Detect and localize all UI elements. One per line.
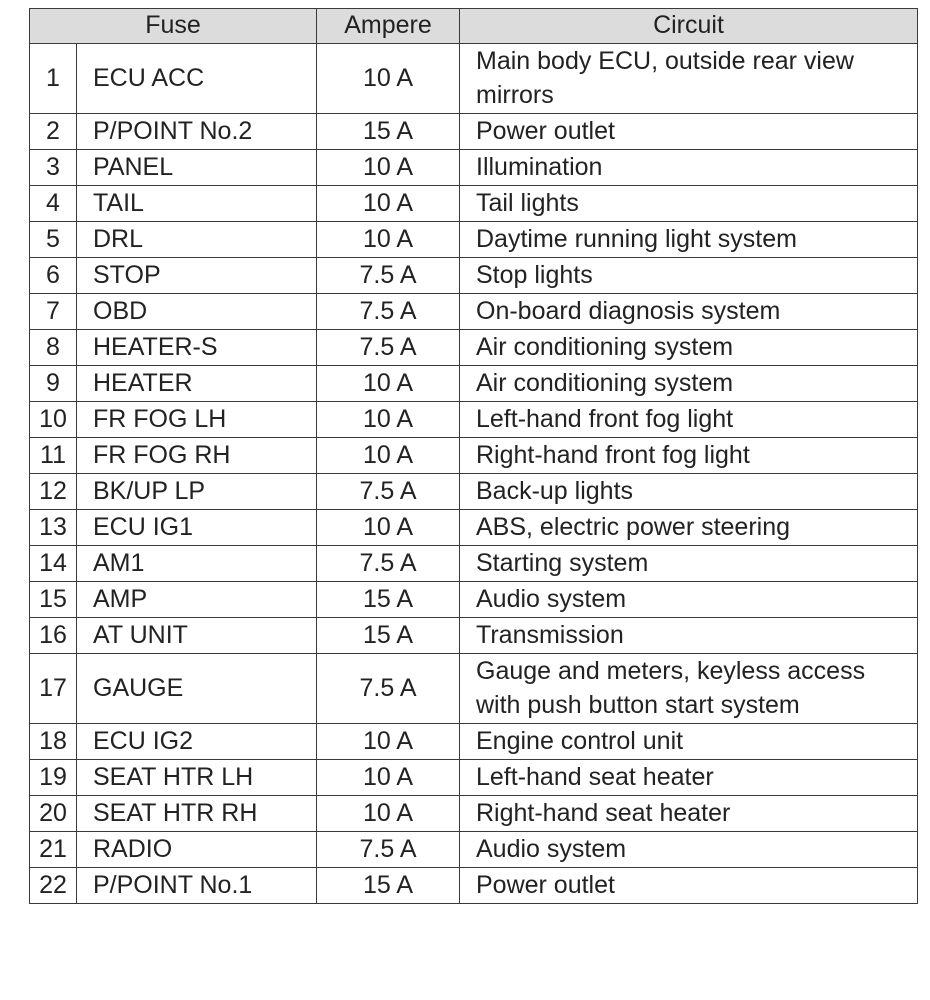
- fuse-number-cell: 13: [30, 510, 77, 546]
- fuse-number-cell: 2: [30, 114, 77, 150]
- table-row: [30, 724, 918, 760]
- fuse-circuit-cell: Starting system: [460, 546, 918, 582]
- fuse-name-cell: HEATER: [77, 366, 317, 402]
- fuse-ampere-cell: 7.5 A: [317, 654, 460, 724]
- fuse-circuit-cell: Transmission: [460, 618, 918, 654]
- fuse-circuit-cell: Tail lights: [460, 186, 918, 222]
- table-header: [30, 9, 918, 44]
- fuse-number-cell: 12: [30, 474, 77, 510]
- fuse-circuit-cell: Engine control unit: [460, 724, 918, 760]
- fuse-circuit-cell: Right-hand seat heater: [460, 796, 918, 832]
- fuse-number-cell: 6: [30, 258, 77, 294]
- fuse-number-cell: 4: [30, 186, 77, 222]
- fuse-ampere-cell: 7.5 A: [317, 546, 460, 582]
- table-row: [30, 366, 918, 402]
- table-row: [30, 796, 918, 832]
- fuse-circuit-cell: Left-hand front fog light: [460, 402, 918, 438]
- table-row: [30, 868, 918, 904]
- fuse-name-cell: AM1: [77, 546, 317, 582]
- fuse-number-cell: 5: [30, 222, 77, 258]
- fuse-ampere-cell: 15 A: [317, 868, 460, 904]
- fuse-name-cell: DRL: [77, 222, 317, 258]
- fuse-name-cell: ECU IG2: [77, 724, 317, 760]
- fuse-ampere-cell: 10 A: [317, 796, 460, 832]
- fuse-number-cell: 8: [30, 330, 77, 366]
- table-row: [30, 582, 918, 618]
- fuse-number-cell: 11: [30, 438, 77, 474]
- fuse-name-cell: FR FOG RH: [77, 438, 317, 474]
- fuse-name-cell: AT UNIT: [77, 618, 317, 654]
- fuse-circuit-cell: Right-hand front fog light: [460, 438, 918, 474]
- fuse-number-cell: 14: [30, 546, 77, 582]
- fuse-circuit-cell: Gauge and meters, keyless access with push button start system: [460, 654, 918, 724]
- fuse-ampere-cell: 10 A: [317, 222, 460, 258]
- fuse-number-cell: 7: [30, 294, 77, 330]
- fuse-name-cell: TAIL: [77, 186, 317, 222]
- table-row: [30, 402, 918, 438]
- table-row: [30, 258, 918, 294]
- fuse-number-cell: 19: [30, 760, 77, 796]
- header-ampere: Ampere: [317, 9, 460, 44]
- fuse-number-cell: 16: [30, 618, 77, 654]
- fuse-circuit-cell: Power outlet: [460, 868, 918, 904]
- fuse-number-cell: 9: [30, 366, 77, 402]
- fuse-circuit-cell: Air conditioning system: [460, 330, 918, 366]
- header-circuit: Circuit: [460, 9, 918, 44]
- fuse-name-cell: STOP: [77, 258, 317, 294]
- table-row: [30, 150, 918, 186]
- table-row: [30, 222, 918, 258]
- fuse-circuit-cell: ABS, electric power steering: [460, 510, 918, 546]
- table-row: [30, 44, 918, 114]
- fuse-circuit-cell: Main body ECU, outside rear view mirrors: [460, 44, 918, 114]
- fuse-circuit-cell: On-board diagnosis system: [460, 294, 918, 330]
- fuse-ampere-cell: 15 A: [317, 114, 460, 150]
- fuse-number-cell: 15: [30, 582, 77, 618]
- fuse-ampere-cell: 7.5 A: [317, 474, 460, 510]
- table-row: [30, 294, 918, 330]
- fuse-ampere-cell: 10 A: [317, 724, 460, 760]
- fuse-circuit-cell: Audio system: [460, 582, 918, 618]
- fuse-name-cell: ECU ACC: [77, 44, 317, 114]
- fuse-ampere-cell: 10 A: [317, 186, 460, 222]
- fuse-circuit-cell: Back-up lights: [460, 474, 918, 510]
- fuse-number-cell: 3: [30, 150, 77, 186]
- fuse-name-cell: OBD: [77, 294, 317, 330]
- fuse-name-cell: RADIO: [77, 832, 317, 868]
- fuse-circuit-cell: Air conditioning system: [460, 366, 918, 402]
- fuse-ampere-cell: 15 A: [317, 582, 460, 618]
- table-row: [30, 618, 918, 654]
- fuse-name-cell: GAUGE: [77, 654, 317, 724]
- fuse-ampere-cell: 10 A: [317, 438, 460, 474]
- fuse-ampere-cell: 10 A: [317, 44, 460, 114]
- fuse-name-cell: P/POINT No.2: [77, 114, 317, 150]
- table-row: [30, 654, 918, 724]
- fuse-name-cell: SEAT HTR LH: [77, 760, 317, 796]
- fuse-name-cell: HEATER-S: [77, 330, 317, 366]
- fuse-circuit-cell: Left-hand seat heater: [460, 760, 918, 796]
- table-row: [30, 760, 918, 796]
- fuse-name-cell: AMP: [77, 582, 317, 618]
- table-body: [30, 44, 918, 904]
- fuse-ampere-cell: 10 A: [317, 402, 460, 438]
- fuse-circuit-cell: Daytime running light system: [460, 222, 918, 258]
- fuse-ampere-cell: 7.5 A: [317, 330, 460, 366]
- fuse-ampere-cell: 7.5 A: [317, 832, 460, 868]
- fuse-name-cell: PANEL: [77, 150, 317, 186]
- table-row: [30, 546, 918, 582]
- table-row: [30, 330, 918, 366]
- fuse-name-cell: SEAT HTR RH: [77, 796, 317, 832]
- fuse-ampere-cell: 10 A: [317, 366, 460, 402]
- fuse-number-cell: 22: [30, 868, 77, 904]
- fuse-number-cell: 20: [30, 796, 77, 832]
- table-row: [30, 186, 918, 222]
- fuse-ampere-cell: 10 A: [317, 510, 460, 546]
- fuse-table: [29, 8, 918, 904]
- fuse-ampere-cell: 15 A: [317, 618, 460, 654]
- fuse-circuit-cell: Audio system: [460, 832, 918, 868]
- fuse-name-cell: ECU IG1: [77, 510, 317, 546]
- fuse-number-cell: 18: [30, 724, 77, 760]
- fuse-ampere-cell: 10 A: [317, 150, 460, 186]
- header-row: [30, 9, 918, 44]
- fuse-ampere-cell: 7.5 A: [317, 258, 460, 294]
- fuse-ampere-cell: 10 A: [317, 760, 460, 796]
- fuse-name-cell: P/POINT No.1: [77, 868, 317, 904]
- table-row: [30, 438, 918, 474]
- table-row: [30, 832, 918, 868]
- fuse-circuit-cell: Power outlet: [460, 114, 918, 150]
- fuse-name-cell: BK/UP LP: [77, 474, 317, 510]
- fuse-circuit-cell: Illumination: [460, 150, 918, 186]
- fuse-name-cell: FR FOG LH: [77, 402, 317, 438]
- table-row: [30, 510, 918, 546]
- table-row: [30, 114, 918, 150]
- fuse-number-cell: 1: [30, 44, 77, 114]
- fuse-number-cell: 10: [30, 402, 77, 438]
- table-row: [30, 474, 918, 510]
- fuse-circuit-cell: Stop lights: [460, 258, 918, 294]
- header-fuse: Fuse: [30, 9, 317, 44]
- fuse-number-cell: 17: [30, 654, 77, 724]
- fuse-number-cell: 21: [30, 832, 77, 868]
- fuse-ampere-cell: 7.5 A: [317, 294, 460, 330]
